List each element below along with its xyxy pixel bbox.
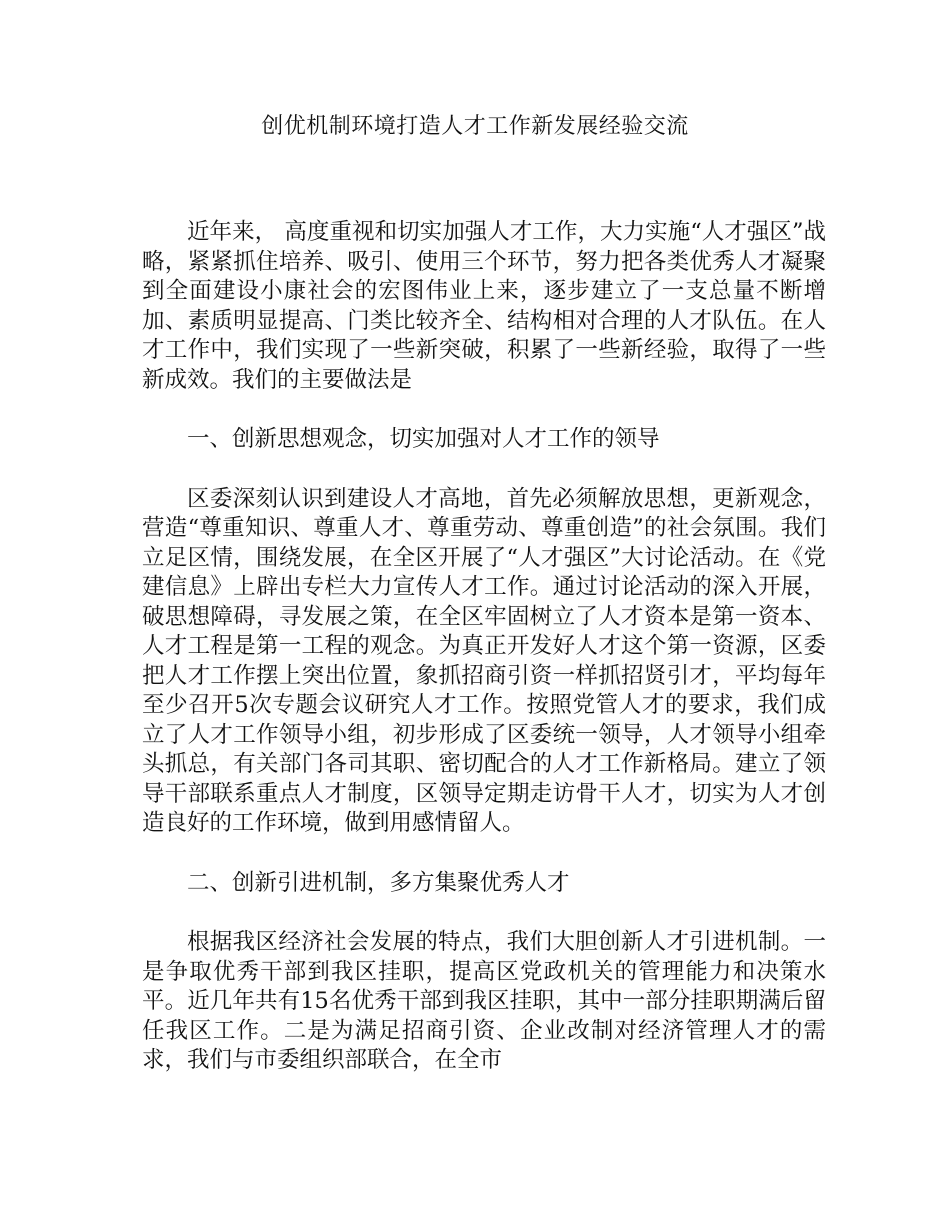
document-body <box>142 218 826 1076</box>
paragraph-spacer <box>142 898 826 928</box>
section-2-paragraph: 根据我区经济社会发展的特点，我们大胆创新人才引进机制。一是争取优秀干部到我区挂职，提高区党政机关的管理能力和决策水平。近几年共有15名优秀干部到我区挂职，其中一部分挂职期满后留任我区工作。二是为满足招商引资、企业改制对经济管理人才的需求，我们与市委组织部联合，在全市 <box>142 929 826 1073</box>
section-1-paragraph: 区委深刻认识到建设人才高地，首先必须解放思想，更新观念，营造“尊重知识、尊重人才、尊重劳动、尊重创造”的社会氛围。我们立足区情，围绕发展，在全区开展了“人才强区”大讨论活动。在《党建信息》上辟出专栏大力宣传人才工作。通过讨论活动的深入开展，破思想障碍，寻发展之策，在全区牢固树立了人才资本是第一资本、人才工程是第一工程的观念。为真正开发好人才这个第一资源，区委把人才工作摆上突出位置，象抓招商引资一样抓招贤引才，平均每年至少召开5次专题会议研究人才工作。按照党管人才的要求，我们成立了人才工作领导小组，初步形成了区委统一领导，人才领导小组牵头抓总，有关部门各司其职、密切配合的人才工作新格局。建立了领导干部联系重点人才制度，区领导定期走访骨干人才，切实为人才创造良好的工作环境，做到用感情留人。 <box>142 485 826 836</box>
paragraph-spacer <box>142 395 826 425</box>
intro-paragraph: 近年来， 高度重视和切实加强人才工作，大力实施“人才强区”战略，紧紧抓住培养、吸引、使用三个环节，努力把各类优秀人才凝聚到全面建设小康社会的宏图伟业上来，逐步建立了一支总量不断增加、素质明显提高、门类比较齐全、结构相对合理的人才队伍。在人才工作中，我们实现了一些新突破，积累了一些新经验，取得了一些新成效。我们的主要做法是 <box>142 219 826 393</box>
paragraph-spacer <box>142 839 826 869</box>
section-2-heading: 二、创新引进机制，多方集聚优秀人才 <box>187 869 570 896</box>
paragraph-spacer <box>142 455 826 485</box>
document-title: 创优机制环境打造人才工作新发展经验交流 <box>261 114 689 139</box>
section-1-heading: 一、创新思想观念，切实加强对人才工作的领导 <box>187 426 660 452</box>
